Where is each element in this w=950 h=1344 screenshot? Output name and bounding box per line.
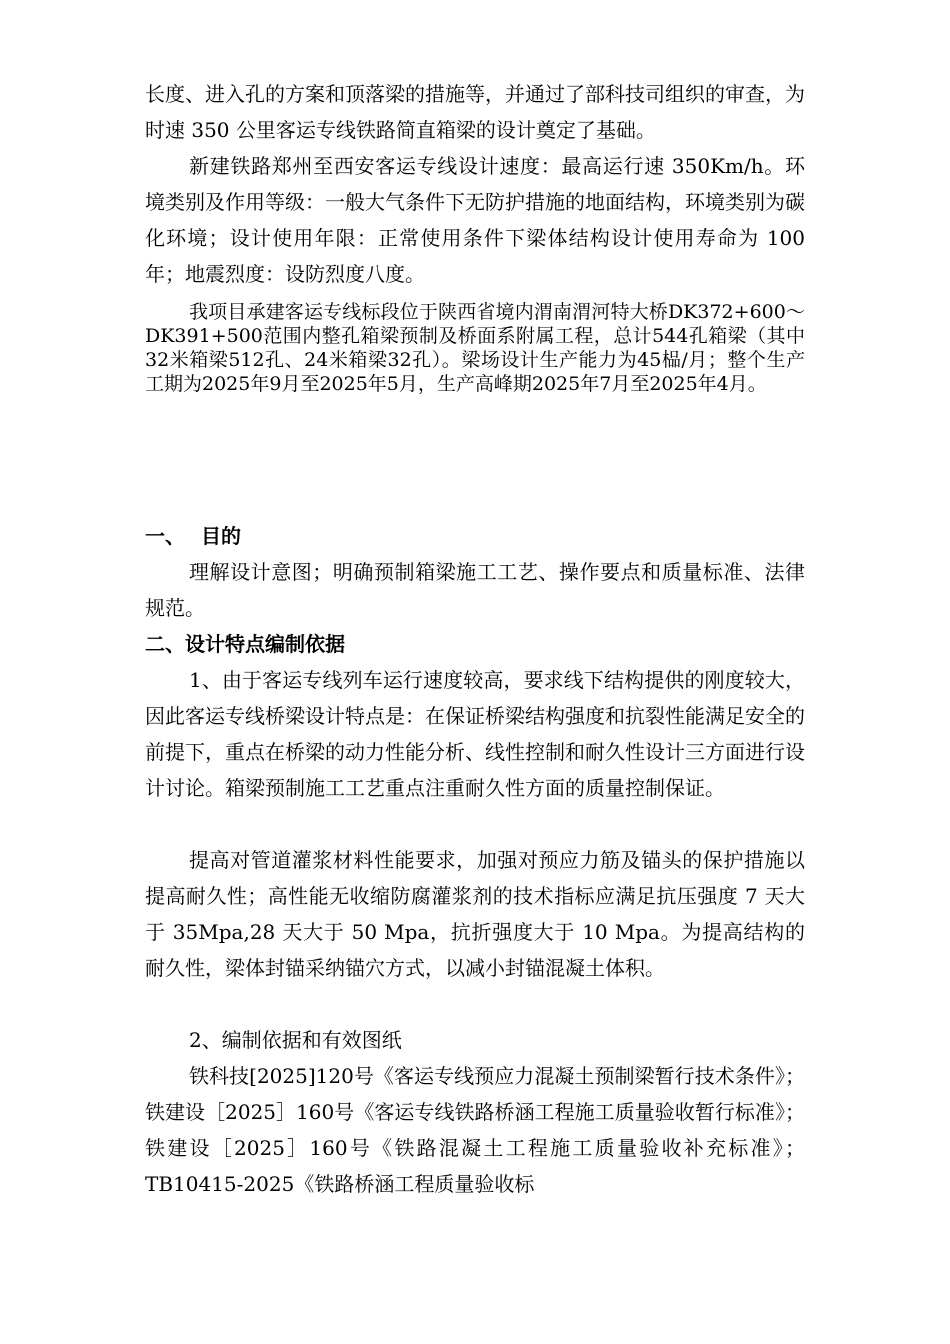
paragraph-standards-list: 铁科技[2025]120号《客运专线预应力混凝土预制梁暂行技术条件》；铁建设［2025］160号《客运专线铁路桥涵工程施工质量验收暂行标准》；铁建设［2025］160号《铁路混凝土工程施工质量验收补充标准》；TB10415-2025《铁路桥涵工程质量验收标 — [145, 1064, 805, 1196]
paragraph-design-features: 1、由于客运专线列车运行速度较高，要求线下结构提供的刚度较大，因此客运专线桥梁设计特点是：在保证桥梁结构强度和抗裂性能满足安全的前提下，重点在桥梁的动力性能分析、线性控制和耐久性设计三方面进行设计讨论。箱梁预制施工工艺重点注重耐久性方面的质量控制保证。 — [145, 668, 805, 800]
section-number: 一、 — [145, 524, 185, 548]
section-title: 目的 — [201, 524, 241, 548]
paragraph-basis-heading: 2、编制依据和有效图纸 — [189, 1028, 402, 1052]
paragraph-purpose: 理解设计意图；明确预制箱梁施工工艺、操作要点和质量标准、法律规范。 — [145, 560, 805, 620]
paragraph-design-speed: 新建铁路郑州至西安客运专线设计速度：最高运行速 350Km/h。环境类别及作用等级：一般大气条件下无防护措施的地面结构，环境类别为碳化环境；设计使用年限：正常使用条件下梁体结构设计使用寿命为 100 年；地震烈度：设防烈度八度。 — [145, 154, 805, 286]
paragraph-grout-requirements: 提高对管道灌浆材料性能要求，加强对预应力筋及锚头的保护措施以提高耐久性；高性能无收缩防腐灌浆剂的技术指标应满足抗压强度 7 天大于 35Mpa,28 天大于 50 Mpa，抗折强度大于 10 Mpa。为提高结构的耐久性，梁体封锚采纳锚穴方式，以减小封锚混凝土体积。 — [145, 848, 805, 980]
section-heading-design-basis: 二、设计特点编制依据 — [145, 632, 345, 656]
paragraph-design-review: 长度、进入孔的方案和顶落梁的措施等，并通过了部科技司组织的审查，为时速 350 公里客运专线铁路简直箱梁的设计奠定了基础。 — [145, 82, 805, 142]
section-heading-purpose — [145, 518, 805, 554]
paragraph-project-scope: 我项目承建客运专线标段位于陕西省境内渭南渭河特大桥DK372+600～DK391+500范围内整孔箱梁预制及桥面系附属工程，总计544孔箱梁（其中32米箱梁512孔、24米箱梁32孔）。梁场设计生产能力为45榀/月；整个生产工期为2025年9月至2025年5月，生产高峰期2025年7月至2025年4月。 — [145, 301, 805, 395]
